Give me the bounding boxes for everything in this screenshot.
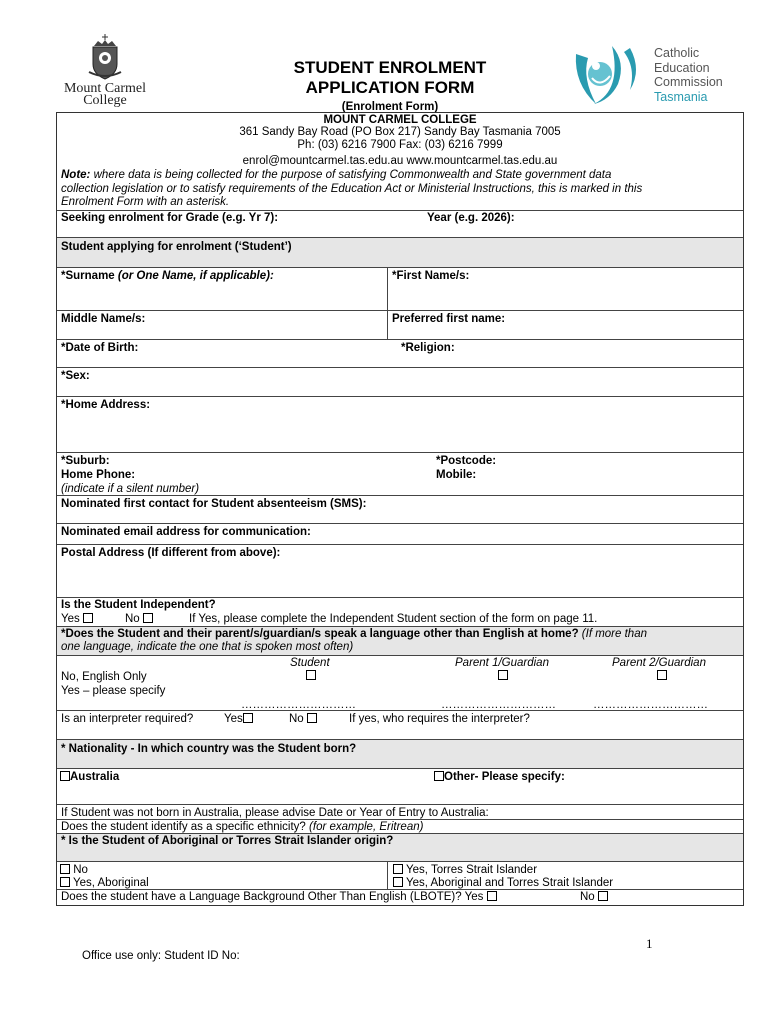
col-parent2-header: Parent 2/Guardian — [612, 657, 706, 669]
independent-no-option[interactable] — [125, 613, 153, 626]
language-note-2: one language, indicate the one that is spoken most often) — [61, 641, 354, 653]
australia-checkbox[interactable] — [60, 771, 70, 781]
atsi-aboriginal-checkbox[interactable] — [60, 877, 70, 887]
cec-emblem-icon — [572, 44, 648, 108]
language-note-1: (If more than — [578, 628, 647, 640]
col-student-header: Student — [290, 657, 330, 669]
independent-yes-option[interactable] — [61, 613, 93, 626]
col-parent1-header: Parent 1/Guardian — [455, 657, 549, 669]
ethnicity-q-text: Does the student identify as a specific ethnicity? — [61, 821, 306, 833]
language-parent1-checkbox[interactable] — [498, 670, 508, 680]
lbote-question — [61, 891, 497, 904]
note-line1 — [61, 169, 611, 182]
form-subtitle: (Enrolment Form) — [341, 101, 439, 113]
college-title: MOUNT CARMEL COLLEGE — [323, 114, 477, 126]
college-crest-icon — [86, 34, 124, 80]
college-name-line1: Mount Carmel — [63, 81, 147, 96]
interpreter-yes-checkbox[interactable] — [243, 713, 253, 723]
interpreter-no-option[interactable] — [289, 713, 317, 726]
middle-names-field[interactable]: Middle Name/s: — [61, 313, 146, 325]
yes-specify-label: Yes – please specify — [61, 685, 166, 697]
college-email-web: enrol@mountcarmel.tas.edu.au www.mountcarmel.tas.edu.au — [242, 155, 558, 167]
cec-line1: Catholic — [654, 46, 700, 60]
grade-field[interactable]: Seeking enrolment for Grade (e.g. Yr 7): — [61, 212, 279, 224]
cec-logo — [572, 44, 752, 108]
dob-field[interactable]: *Date of Birth: — [61, 342, 139, 354]
atsi-both-label: Yes, Aboriginal and Torres Strait Islander — [406, 877, 614, 889]
lbote-no-checkbox[interactable] — [598, 891, 608, 901]
language-student-checkbox[interactable] — [306, 670, 316, 680]
home-address-field[interactable]: *Home Address: — [61, 399, 151, 411]
enrolment-form — [56, 112, 744, 906]
lbote-yes-label: Yes — [464, 891, 484, 903]
other-country-checkbox[interactable] — [434, 771, 444, 781]
postcode-field[interactable]: *Postcode: — [436, 455, 497, 467]
other-country-option[interactable] — [434, 771, 565, 784]
sex-field[interactable]: *Sex: — [61, 370, 90, 382]
surname-label: *Surname — [61, 270, 115, 282]
first-names-field[interactable]: *First Name/s: — [392, 270, 470, 282]
atsi-no-checkbox[interactable] — [60, 864, 70, 874]
preferred-name-field[interactable]: Preferred first name: — [392, 313, 506, 325]
silent-number-note: (indicate if a silent number) — [61, 483, 200, 495]
interpreter-no-label: No — [289, 713, 304, 725]
postal-address-field[interactable]: Postal Address (If different from above): — [61, 547, 281, 559]
other-country-label: Other- Please specify: — [444, 771, 565, 783]
form-title-line1: STUDENT ENROLMENT — [293, 58, 487, 77]
cec-name — [654, 46, 723, 104]
language-q-text: *Does the Student and their parent/s/guardian/s speak a language other than English at home? — [61, 628, 579, 640]
year-field[interactable]: Year (e.g. 2026): — [427, 212, 515, 224]
interpreter-yes-label: Yes — [224, 713, 243, 725]
atsi-both-checkbox[interactable] — [393, 877, 403, 887]
page-number: 1 — [646, 936, 653, 951]
note-label: Note: — [61, 169, 91, 181]
nationality-question: * Nationality - In which country was the Student born? — [61, 743, 357, 755]
college-logo — [50, 34, 160, 110]
language-question — [61, 628, 647, 641]
interpreter-yes-option[interactable] — [224, 713, 253, 726]
lbote-q-text: Does the student have a Language Background Other Than English (LBOTE)? — [61, 891, 462, 903]
parent2-language-input[interactable]: ………………………… — [593, 699, 708, 711]
form-title-block — [260, 58, 520, 113]
surname-note: (or One Name, if applicable): — [114, 270, 274, 282]
religion-field[interactable]: *Religion: — [401, 342, 455, 354]
atsi-tsi-option[interactable] — [393, 864, 537, 877]
atsi-tsi-label: Yes, Torres Strait Islander — [406, 864, 538, 876]
surname-field[interactable] — [61, 270, 274, 283]
interpreter-no-checkbox[interactable] — [307, 713, 317, 723]
atsi-aboriginal-label: Yes, Aboriginal — [73, 877, 149, 889]
lbote-no-option[interactable] — [580, 891, 608, 904]
student-language-input[interactable]: ………………………… — [241, 699, 356, 711]
office-use-line: Office use only: Student ID No: — [82, 950, 240, 962]
college-phone: Ph: (03) 6216 7900 Fax: (03) 6216 7999 — [297, 139, 503, 151]
independent-note: If Yes, please complete the Independent Student section of the form on page 11. — [189, 613, 598, 625]
note-line3: Enrolment Form with an asterisk. — [61, 196, 230, 208]
lbote-no-label: No — [580, 891, 595, 903]
college-address: 361 Sandy Bay Road (PO Box 217) Sandy Bay Tasmania 7005 — [239, 126, 561, 138]
home-phone-field[interactable]: Home Phone: — [61, 469, 136, 481]
independent-yes-checkbox[interactable] — [83, 613, 93, 623]
atsi-no-option[interactable] — [60, 864, 88, 877]
email-comm-field[interactable]: Nominated email address for communication: — [61, 526, 311, 538]
first-contact-field[interactable]: Nominated first contact for Student absenteeism (SMS): — [61, 498, 367, 510]
australia-option[interactable] — [60, 771, 119, 784]
interpreter-question: Is an interpreter required? — [61, 713, 194, 725]
no-english-only-label: No, English Only — [61, 671, 147, 683]
section-student-heading: Student applying for enrolment (‘Student’) — [61, 241, 292, 253]
parent1-language-input[interactable]: ………………………… — [441, 699, 556, 711]
independent-no-label: No — [125, 613, 140, 625]
cec-line2: Education — [654, 60, 710, 75]
independent-yes-label: Yes — [61, 613, 80, 625]
cec-line3: Commission — [654, 75, 723, 89]
atsi-question: * Is the Student of Aboriginal or Torres Strait Islander origin? — [61, 835, 394, 847]
independent-no-checkbox[interactable] — [143, 613, 153, 623]
entry-date-question[interactable]: If Student was not born in Australia, please advise Date or Year of Entry to Australia: — [61, 807, 489, 819]
ethnicity-example: (for example, Eritrean) — [305, 821, 424, 833]
college-name-line2: College — [83, 93, 127, 108]
lbote-yes-checkbox[interactable] — [487, 891, 497, 901]
note-line2: collection legislation or to satisfy requirements of the Education Act or Ministerial Instructions, this is marked in this — [61, 183, 643, 195]
cec-line4: Tasmania — [654, 89, 708, 104]
language-parent2-checkbox[interactable] — [657, 670, 667, 680]
form-title-line2: APPLICATION FORM — [305, 78, 475, 97]
suburb-field[interactable]: *Suburb: — [61, 455, 110, 467]
australia-label: Australia — [70, 771, 120, 783]
mobile-field[interactable]: Mobile: — [436, 469, 477, 481]
interpreter-who: If yes, who requires the interpreter? — [349, 713, 530, 725]
atsi-tsi-checkbox[interactable] — [393, 864, 403, 874]
independent-question: Is the Student Independent? — [61, 599, 216, 611]
note-text-1: where data is being collected for the purpose of satisfying Commonwealth and State government data — [90, 169, 612, 181]
atsi-no-label: No — [73, 864, 88, 876]
